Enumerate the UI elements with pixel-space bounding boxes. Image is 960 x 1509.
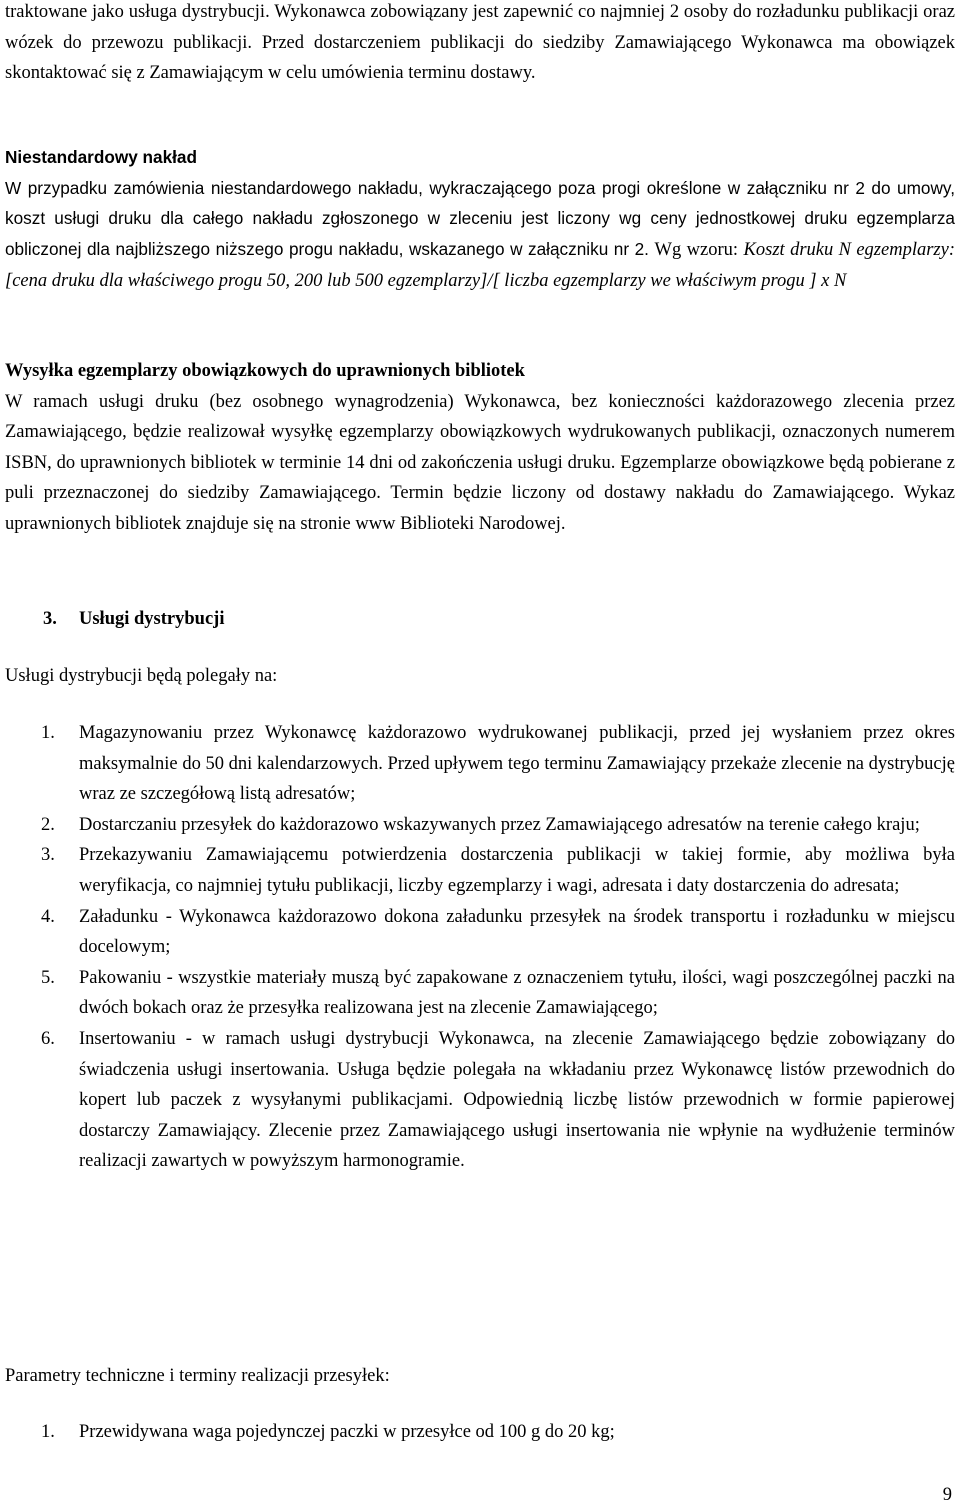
list-item-number: 1. — [41, 1422, 55, 1442]
params-list-block — [5, 1417, 955, 1448]
list-item-text: Załadunku - Wykonawca każdorazowo dokona załadunku przesyłek na środek transportu i rozładunku w miejscu docelowym; — [79, 906, 955, 958]
list-item-text: Dostarczaniu przesyłek do każdorazowo wskazywanych przez Zamawiającego adresatów na terenie całego kraju; — [79, 814, 920, 835]
nonstandard-heading: Niestandardowy nakład — [5, 147, 197, 167]
list-item-number: 5. — [41, 967, 55, 988]
section-3-heading — [5, 604, 955, 635]
intro-paragraph: traktowane jako usługa dystrybucji. Wykonawca zobowiązany jest zapewnić co najmniej 2 osoby do rozładunku publikacji oraz wózek do przewozu publikacji. Przed dostarczeniem publikacji do siedziby Zamawiającego Wykonawca ma obowiązek skontaktować się z Zamawiającym w celu umówienia terminu dostawy. — [5, 2, 955, 84]
mandatory-copies-section — [5, 356, 955, 540]
nonstandard-section — [5, 142, 955, 297]
list-item-number: 6. — [41, 1028, 55, 1049]
list-item — [5, 963, 955, 1024]
list-item — [5, 810, 955, 841]
list-item-text: Przekazywaniu Zamawiającemu potwierdzenia dostarczenia publikacji w takiej formie, aby możliwa była weryfikacja, co najmniej tytułu publikacji, liczby egzemplarzy i wagi, adresata i daty dostarczenia do adresata; — [79, 845, 955, 896]
list-item-text: Pakowaniu - wszystkie materiały muszą być zapakowane z oznaczeniem tytułu, ilości, wagi poszczególnej paczki na dwóch bokach oraz że przesyłka realizowana jest na zlecenie Zamawiającego; — [79, 967, 955, 1019]
list-item-text: Magazynowaniu przez Wykonawcę każdorazowo wydrukowanej publikacji, przed jej wysłaniem przez okres maksymalnie do 50 dni kalendarzowych. Przed upływem tego terminu Zamawiający przekaże zlecenie na dystrybucję wraz ze szczegółową listą adresatów; — [79, 723, 955, 805]
section-3-lead: Usługi dystrybucji będą polegały na: — [5, 666, 278, 686]
list-item — [5, 840, 955, 901]
params-lead: Parametry techniczne i terminy realizacji przesyłek: — [5, 1366, 390, 1386]
list-item — [5, 718, 955, 810]
section-3-lead-block — [5, 661, 955, 692]
list-item-number: 2. — [41, 814, 55, 835]
intro-section — [5, 0, 955, 89]
list-item-text: Przewidywana waga pojedynczej paczki w przesyłce od 100 g do 20 kg; — [79, 1422, 615, 1442]
list-item — [5, 1417, 955, 1448]
params-lead-block — [5, 1361, 955, 1392]
formula-prefix: Wg wzoru: — [654, 239, 738, 260]
section-3 — [5, 604, 955, 635]
section-3-number: 3. — [43, 609, 57, 629]
list-item-number: 3. — [41, 845, 55, 866]
list-item — [5, 902, 955, 963]
list-item — [5, 1024, 955, 1177]
services-list-block — [5, 718, 955, 1177]
formula-text: Koszt druku N egzemplarzy: [cena druku dla właściwego progu 50, 200 lub 500 egzemplarzy]/[ liczba egzemplarzy we właściwym progu ] x N — [5, 239, 955, 292]
mandatory-paragraph: W ramach usługi druku (bez osobnego wynagrodzenia) Wykonawca, bez konieczności każdorazowego zlecenia przez Zamawiającego, będzie realizował wysyłkę egzemplarzy obowiązkowych wydrukowanych publikacji, oznaczonych numerem ISBN, do uprawnionych bibliotek w terminie 14 dni od zakończenia usługi druku. Egzemplarze obowiązkowe będą pobierane z puli przeznaczonej do siedziby Zamawiającego. Termin będzie liczony od dostawy nakładu do Zamawiającego. Wykaz uprawnionych bibliotek znajduje się na stronie www Biblioteki Narodowej. — [5, 391, 955, 534]
mandatory-heading: Wysyłka egzemplarzy obowiązkowych do uprawnionych bibliotek — [5, 361, 525, 381]
list-item-number: 4. — [41, 906, 55, 927]
list-item-text: Insertowaniu - w ramach usługi dystrybucji Wykonawca, na zlecenie Zamawiającego będzie zobowiązany do świadczenia usługi insertowania. Usługa będzie polegała na wkładaniu przez Wykonawcę listów przewodnich do kopert lub paczek z wysyłanymi publikacjami. Odpowiednią liczbę listów przewodnich w formie papierowej dostarczy Zamawiający. Zlecenie przez Zamawiającego usługi insertowania nie wpłynie na wydłużenie terminów realizacji zawartych w powyższym harmonogramie. — [79, 1028, 955, 1172]
list-item-number: 1. — [41, 723, 55, 743]
params-list — [5, 1417, 955, 1448]
page-number: 9 — [942, 1485, 952, 1505]
nonstandard-paragraph — [5, 173, 955, 297]
services-list — [5, 718, 955, 1177]
nonstandard-body: W przypadku zamówienia niestandardowego nakładu, wykraczającego poza progi określone w załączniku nr 2 do umowy, koszt usługi druku dla całego nakładu zgłoszonego w zleceniu jest liczony wg ceny jednostkowej druku egzemplarza obliczonej dla najbliższego niższego progu nakładu, wskazanego w załączniku nr 2. — [5, 177, 955, 259]
section-3-title: Usługi dystrybucji — [79, 609, 225, 629]
